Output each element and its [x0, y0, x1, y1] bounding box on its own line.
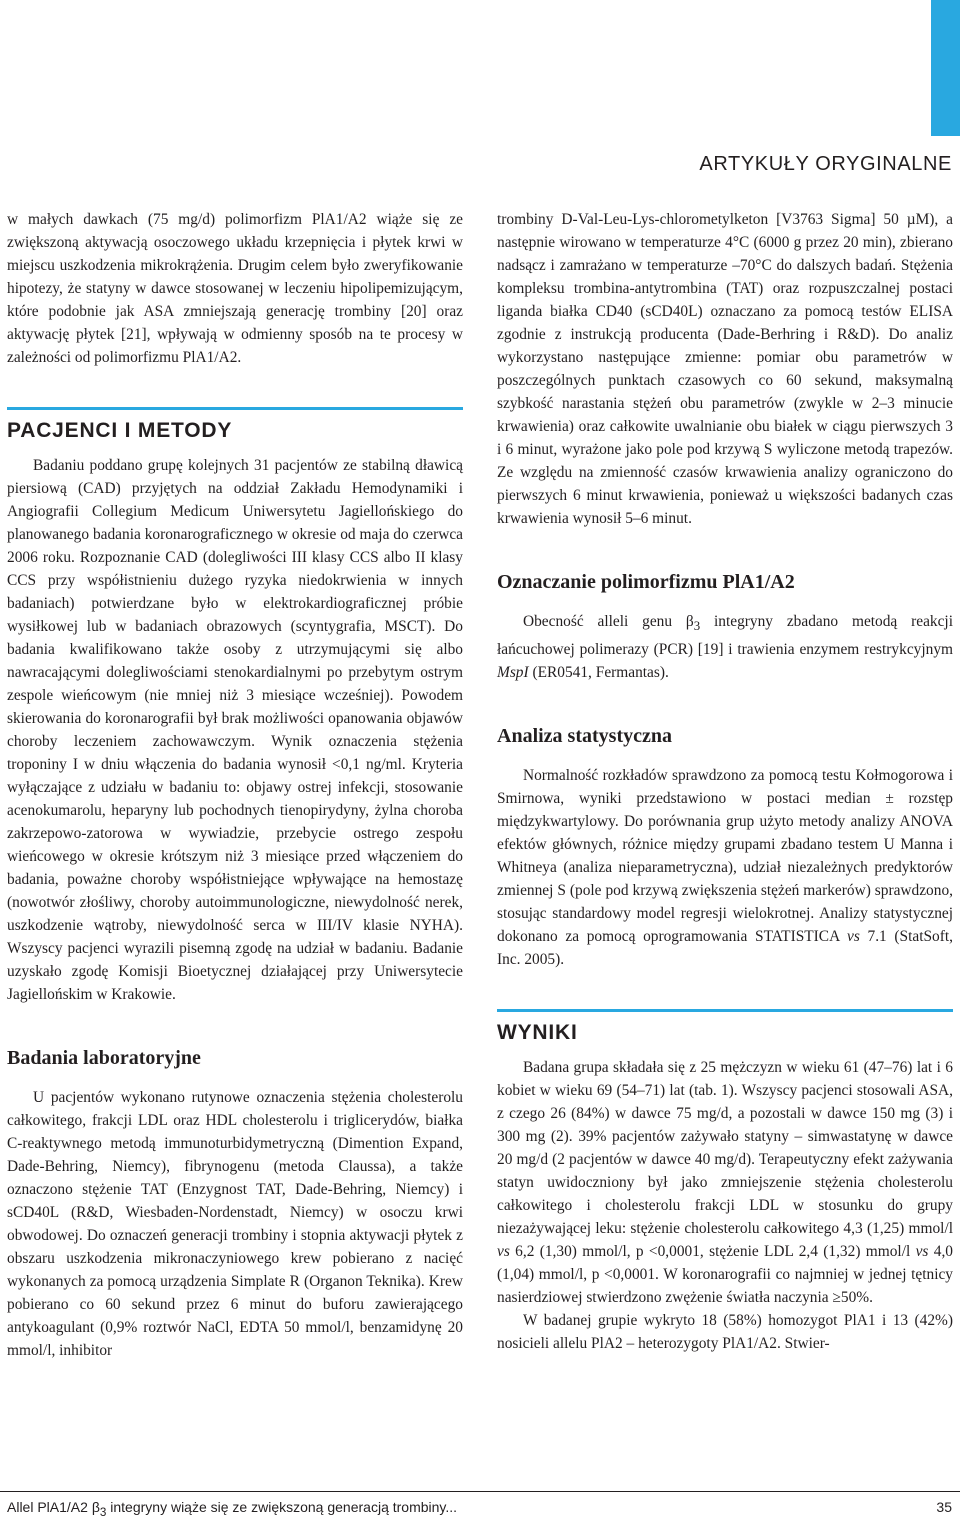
lab-continued-paragraph: trombiny D-Val-Leu-Lys-chlorometylketon [V3763 Sigma] 50 µM), a następnie wirowano w temperaturze 4°C (6000 g przez 20 min), zbierano nadsącz i zamrażano w temperaturze –70°C do dalszych badań. Stężenia kompleksu trombina-antytrombina (TAT) oraz rozpuszczalnej postaci liganda białka CD40 (sCD40L) oznaczano za pomocą testów ELISA zgodnie z instrukcją producenta (Dade-Berhring i R&D). Do analiz wykorzystano następujące zmienne: pomiar obu parametrów w poszczególnych punktach czasowych co 60 sekund, maksymalną szybkość narastania stężeń obu parametrów (zwykle w 2–3 minucie krwawienia) oraz całkowite uwalnianie obu białek w ciągu pierwszych 3 i 6 minut, wyrażone jako pole pod krzywą S wyliczone metodą trapezów. Ze względu na zmienność czasów krwawienia analizy ograniczono do pierwszych 6 minut krwawienia, ponieważ u większości badanych czas krwawienia wynosił 5–6 minut.	[497, 211, 953, 527]
vs-word: vs	[847, 928, 860, 946]
results-paragraph-2: W badanej grupie wykryto 18 (58%) homozygot PlA1 i 13 (42%) nosicieli allelu PlA2 – heterozygoty PlA1/A2. Stwier-	[497, 1312, 953, 1353]
lab-paragraph: U pacjentów wykonano rutynowe oznaczenia stężenia cholesterolu całkowitego, frakcji LDL oraz HDL cholesterolu i triglicerydów, białka C-reaktywnego metodą immunoturbidymetryczną (Dimention Expand, Dade-Behring, Niemcy), fibrynogenu (metoda Claussa), a także oznaczono stężenie TAT (Enzygnost TAT, Dade-Behring, Niemcy) i sCD40L (R&D, Wiesbaden-Nordenstadt, Niemcy) w osoczu krwi obwodowej. Do oznaczeń generacji trombiny i stopnia aktywacji płytek z obszaru uszkodzenia mikronaczyniowego krew pobierano z nacięć wykonanych za pomocą urządzenia Simplate R (Organon Teknika). Krew pobierano co 60 sekund przez 6 minut do buforu zawierającego antykoagulant (0,9% roztwór NaCl, EDTA 50 mmol/l, benzamidynę 20 mmol/l, inhibitor	[7, 1089, 463, 1359]
page-number: 35	[936, 1499, 952, 1515]
left-column	[7, 208, 463, 1362]
vs-word: vs	[497, 1243, 510, 1261]
results-text-a: Badana grupa składała się z 25 mężczyzn w wieku 61 (47–76) lat i 6 kobiet w wieku 69 (54–71) lat (tab. 1). Wszyscy pacjenci stosowali ASA, z czego 26 (84%) w dawce 75 mg/d, a pozostali w dawce 150 mg (3) i 300 mg (2). 39% pacjentów zażywało statyny – simwastatynę w dawce 20 mg/d (2 pacjentów w dawce 40 mg/d). Terapeutyczny efekt zażywania statyn uwidoczniony był jako zmniejszenie stężenia cholesterolu całkowitego i cholesterolu frakcji LDL w stosunku do grupy niezażywającej leku: stężenie cholesterolu całkowitego 4,3 (1,25) mmol/l	[497, 1059, 953, 1238]
methods-paragraph: Badaniu poddano grupę kolejnych 31 pacjentów ze stabilną dławicą piersiową (CAD) przyjętych na oddział Zakładu Hemodynamiki i Angiografii Collegium Medicum Uniwersytetu Jagiellońskiego do planowanego badania koronarograficznego w okresie od maja do czerwca 2006 roku. Rozpoznanie CAD (dolegliwości III klasy CCS albo II klasy CCS przy współistnieniu dużego ryzyka niedokrwienia w innych badaniach) potwierdzane było w elektrokardiograficznej próbie wysiłkowej lub w badaniach obrazowych (scyntygrafia, MSCT). Do badania kwalifikowano także osoby z utrzymującymi się albo nawracającymi dolegliwościami stenokardialnymi po przebytym ostrym zespole wieńcowym (nie mniej niż 3 miesiące wcześniej). Powodem skierowania do koronarografii był brak możliwości opanowania objawów choroby leczeniem zachowawczym. Wynik oznaczenia stężenia troponiny I w dniu włączenia do badania wynosił <0,1 ng/ml. Kryteria wyłączające z udziału w badaniu to: objawy ostrej infekcji, stosowanie acenokumarolu, heparyny lub pochodnych tienopirydyny, żylna choroba zakrzepowo-zatorowa w wywiadzie, przebycie ostrego zespołu wieńcowego w okresie krótszym niż 3 miesiące przed włączeniem do badania, poważne choroby współistniejące wpływające na hemostazę (nowotwór złośliwy, choroby autoimmunologiczne, niewydolność nerek, uszkodzenie wątroby, niewydolność serca w III/IV klasie NYHA). Wszyscy pacjenci wyrazili pisemną zgodę na udział w badaniu. Badanie uzyskało zgodę Komisji Bioetycznej działającej przy Uniwersytecie Jagiellońskim w Krakowie.	[7, 457, 463, 1003]
running-title	[7, 1499, 457, 1519]
results-paragraph-1	[497, 1056, 953, 1309]
polymorphism-heading: Oznaczanie polimorfizmu PlA1/A2	[497, 571, 795, 593]
beta-symbol: β	[685, 613, 694, 630]
methods-heading: PACJENCI I METODY	[7, 407, 463, 446]
section-label: ARTYKUŁY ORYGINALNE	[699, 153, 952, 175]
running-title-text-1: Allel PlA1/A2	[7, 1499, 92, 1515]
intro-paragraph: w małych dawkach (75 mg/d) polimorfizm PlA1/A2 wiąże się ze zwiększoną aktywacją osoczowego układu krzepnięcia i płytek krwi w miejscu uszkodzenia mikrokrążenia. Drugim celem było zweryfikowanie hipotezy, że statyny w dawce stosowanej w leczeniu hipolipemizującym, które podobnie jak ASA zmniejszają generację trombiny [20] oraz aktywację płytek [21], wpływają w odmienny sposób na te procesy w zależności od polimorfizmu PlA1/A2.	[7, 211, 463, 366]
vs-word: vs	[915, 1243, 929, 1261]
results-heading: WYNIKI	[497, 1009, 953, 1048]
running-title-beta: β	[91, 1499, 100, 1515]
running-title-text-2: integryny wiąże się ze zwiększoną generacją trombiny...	[106, 1499, 458, 1515]
polymorphism-text-3: (ER0541, Fermantas).	[528, 664, 669, 682]
beta-subscript: 3	[693, 619, 701, 634]
stats-text-2: 7.1 (StatSoft, Inc. 2005).	[497, 928, 954, 969]
running-title-sub: 3	[99, 1505, 107, 1519]
polymorphism-paragraph	[497, 610, 953, 684]
results-text-b: 6,2 (1,30) mmol/l, p <0,0001, stężenie LDL 2,4 (1,32) mmol/l	[509, 1243, 916, 1261]
stats-paragraph	[497, 764, 953, 971]
results-text-c: 4,0 (1,04) mmol/l, p <0,0001. W koronarografii co najmniej w jednej tętnicy nasierdziowej stwierdzono zwężenie światła naczynia ≥50%.	[497, 1243, 953, 1307]
stats-text-1: Normalność rozkładów sprawdzono za pomocą testu Kołmogorowa i Smirnowa, wyniki przedstawiono w postaci median ± rozstęp międzykwartylowy. Do porównania grup użyto metody analizy ANOVA efektów głównych, różnice między grupami zbadano testem U Manna i Whitneya (analiza nieparametryczna), udział niezależnych predyktorów zmiennej S (pole pod krzywą zwiększenia stężeń markerów) sprawdzono, stosując standardowy model regresji wielokrotnej. Analizy statystycznej dokonano za pomocą oprogramowania STATISTICA	[497, 767, 953, 946]
right-column	[497, 208, 953, 1355]
enzyme-name: MspI	[497, 664, 529, 682]
accent-bar	[931, 0, 960, 136]
footer	[0, 1491, 960, 1523]
lab-heading: Badania laboratoryjne	[7, 1047, 201, 1069]
polymorphism-text-2: integryny zbadano metodą reakcji łańcuchowej polimerazy (PCR) [19] i trawienia enzymem restrykcyjnym	[497, 613, 953, 659]
polymorphism-text-1: Obecność alleli genu	[523, 613, 686, 630]
stats-heading: Analiza statystyczna	[497, 725, 672, 748]
